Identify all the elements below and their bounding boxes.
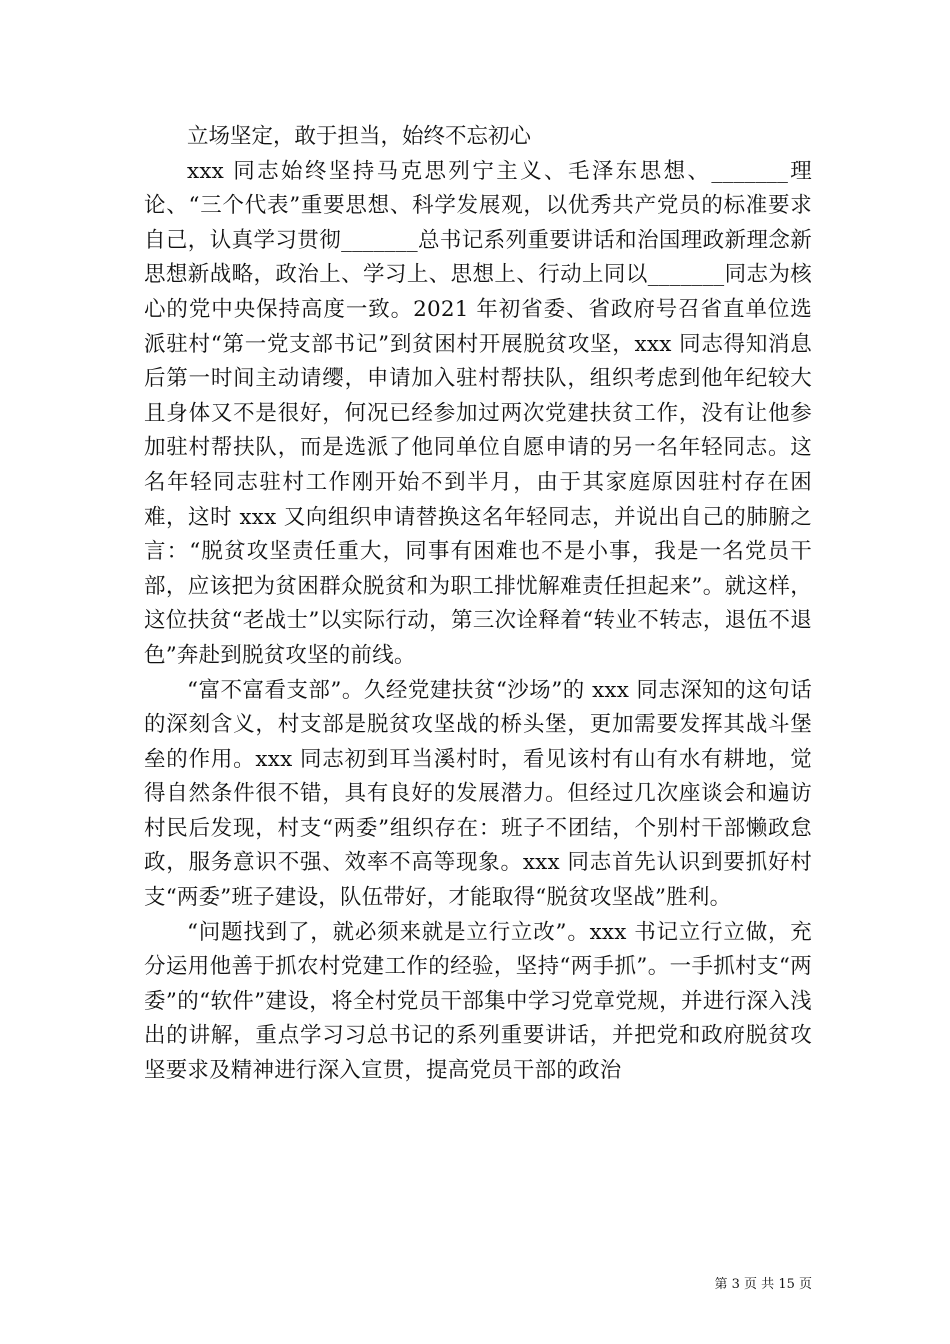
paragraph-1: xxx 同志始终坚持马克思列宁主义、毛泽东思想、_______理论、“三个代表”重要思想、科学发展观，以优秀共产党员的标准要求自己，认真学习贯彻_______总书记系列重要讲话和治国理政新理念新思想新战略，政治上、学习上、思想上、行动上同以_______同志为核心的党中央保持高度一致。2021 年初省委、省政府号召省直单位选派驻村“第一党支部书记”到贫困村开展脱贫攻坚，xxx 同志得知消息后第一时间主动请缨，申请加入驻村帮扶队，组织考虑到他年纪较大且身体又不是很好，何况已经参加过两次党建扶贫工作，没有让他参加驻村帮扶队，而是选派了他同单位自愿申请的另一名年轻同志。这名年轻同志驻村工作刚开始不到半月，由于其家庭原因驻村存在困难，这时 xxx 又向组织申请替换这名年轻同志，并说出自己的肺腑之言：“脱贫攻坚责任重大，同事有困难也不是小事，我是一名党员干部，应该把为贫困群众脱贫和为职工排忧解难责任担起来”。就这样，这位扶贫“老战士”以实际行动，第三次诠释着“转业不转志，退伍不退色”奔赴到脱贫攻坚的前线。 (144, 158, 812, 668)
document-body (144, 120, 812, 1089)
paragraph-3: “问题找到了，就必须来就是立行立改”。xxx 书记立行立做，充分运用他善于抓农村党建工作的经验，坚持“两手抓”。一手抓村支“两委”的“软件”建设，将全村党员干部集中学习党章党规，并进行深入浅出的讲解，重点学习习总书记的系列重要讲话，并把党和政府脱贫攻坚要求及精神进行深入宣贯，提高党员干部的政治 (144, 919, 812, 1084)
page-number: 第 3 页 共 15 页 (714, 1277, 812, 1292)
paragraph-2: “富不富看支部”。久经党建扶贫“沙场”的 xxx 同志深知的这句话的深刻含义，村支部是脱贫攻坚战的桥头堡，更加需要发挥其战斗堡垒的作用。xxx 同志初到耳当溪村时，看见该村有山有水有耕地，觉得自然条件很不错，具有良好的发展潜力。但经过几次座谈会和遍访村民后发现，村支“两委”组织存在：班子不团结，个别村干部懒政怠政，服务意识不强、效率不高等现象。xxx 同志首先认识到要抓好村支“两委”班子建设，队伍带好，才能取得“脱贫攻坚战”胜利。 (144, 677, 812, 911)
section-heading: 立场坚定，敢于担当，始终不忘初心 (187, 124, 532, 149)
